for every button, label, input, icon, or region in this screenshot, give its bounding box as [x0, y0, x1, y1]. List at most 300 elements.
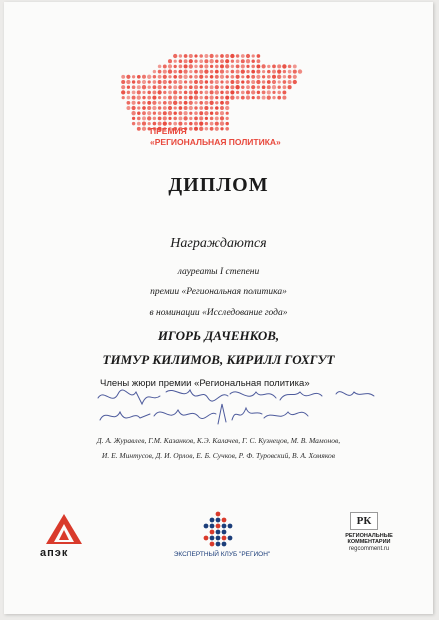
map-dot	[168, 85, 172, 89]
map-dot	[246, 70, 249, 73]
map-dot	[183, 116, 187, 120]
map-dot	[205, 122, 208, 125]
map-dot	[210, 96, 214, 100]
map-dot	[241, 69, 245, 73]
map-dot	[132, 96, 136, 100]
map-dot	[220, 96, 224, 100]
map-dot	[153, 70, 156, 73]
map-dot	[132, 117, 135, 120]
prize-logo-label	[150, 126, 290, 148]
map-dot	[189, 54, 193, 58]
map-dot	[178, 70, 182, 74]
awarded-heading: Награждаются	[170, 236, 267, 251]
map-dot	[257, 54, 261, 58]
map-dot	[225, 101, 229, 105]
map-dot	[226, 112, 229, 115]
map-dot	[126, 106, 130, 110]
map-dot	[194, 111, 198, 115]
map-dot	[293, 80, 297, 84]
map-dot	[241, 85, 244, 88]
map-dot	[256, 75, 260, 79]
map-dot	[230, 85, 234, 89]
map-dot	[194, 117, 198, 121]
map-dot	[241, 59, 245, 63]
map-dot	[199, 101, 203, 105]
map-dot	[220, 116, 224, 120]
map-dot	[210, 117, 214, 121]
map-dot	[179, 111, 183, 115]
map-dot	[152, 90, 156, 94]
map-dot	[189, 117, 192, 120]
map-dot	[131, 111, 135, 115]
map-dot	[158, 65, 162, 69]
map-dot	[142, 91, 145, 94]
map-dot	[163, 86, 166, 89]
map-dot	[272, 96, 275, 99]
map-dot	[194, 75, 198, 79]
map-dot	[225, 122, 228, 125]
map-dot	[189, 85, 193, 89]
map-dot	[189, 112, 192, 115]
rk-line1: РЕГИОНАЛЬНЫЕ	[345, 533, 393, 539]
map-dot	[142, 122, 146, 126]
map-dot	[127, 96, 131, 100]
club-logo-dot	[228, 524, 233, 529]
map-dot	[220, 106, 224, 110]
map-dot	[168, 117, 171, 120]
club-logo-dot	[210, 530, 215, 535]
map-dot	[194, 65, 197, 68]
map-dot	[236, 96, 239, 99]
map-dot	[194, 95, 198, 99]
map-dot	[158, 111, 162, 115]
map-dot	[251, 65, 255, 69]
club-logo-dot	[204, 524, 209, 529]
map-dot	[126, 80, 130, 84]
map-dot	[147, 85, 150, 88]
map-dot	[283, 85, 287, 89]
map-dot	[209, 101, 213, 105]
map-dot	[210, 106, 213, 109]
map-dot	[204, 64, 208, 68]
map-dot	[236, 91, 239, 94]
club-logo-dot	[216, 542, 221, 547]
map-dot	[189, 122, 193, 126]
map-dot	[246, 54, 250, 58]
map-dot	[122, 96, 125, 99]
map-dot	[152, 106, 156, 110]
map-dot	[282, 90, 286, 94]
club-logo-dot	[222, 536, 227, 541]
map-dot	[241, 91, 245, 95]
map-dot	[257, 86, 260, 89]
map-dot	[153, 85, 157, 89]
map-dot	[168, 64, 172, 68]
club-logo-dot	[216, 518, 221, 523]
map-dot	[173, 111, 176, 114]
map-dot	[215, 54, 218, 57]
map-dot	[277, 85, 280, 88]
map-dot	[210, 112, 213, 115]
map-dot	[220, 64, 224, 68]
map-dot	[204, 69, 208, 73]
map-dot	[215, 65, 219, 69]
map-dot	[220, 54, 224, 58]
map-dot	[153, 75, 156, 78]
map-dot	[236, 54, 239, 57]
map-dot	[158, 96, 161, 99]
map-dot	[194, 54, 197, 57]
map-dot	[194, 60, 197, 63]
map-dot	[215, 116, 219, 120]
map-dot	[225, 59, 229, 63]
map-dot	[246, 96, 250, 100]
map-dot	[121, 80, 125, 84]
map-dot	[142, 111, 146, 115]
map-dot	[262, 85, 266, 89]
map-dot	[215, 111, 219, 115]
map-dot	[137, 85, 141, 89]
map-dot	[200, 91, 203, 94]
map-dot	[288, 80, 292, 84]
map-dot	[246, 65, 249, 68]
map-dot	[226, 75, 229, 78]
map-dot	[184, 122, 187, 125]
map-dot	[153, 80, 157, 84]
map-dot	[272, 70, 276, 74]
club-logo-dot	[216, 530, 221, 535]
map-dot	[251, 70, 255, 74]
map-dot	[204, 111, 208, 115]
map-dot	[205, 75, 208, 78]
map-dot	[293, 64, 297, 68]
map-dot	[267, 80, 271, 84]
map-dot	[132, 91, 136, 95]
map-dot	[236, 75, 240, 79]
map-dot	[153, 112, 156, 115]
map-dot	[231, 60, 234, 63]
map-dot	[147, 91, 151, 95]
map-dot	[174, 65, 177, 68]
map-dot	[189, 101, 193, 105]
map-dot	[235, 85, 239, 89]
laureate-degree: лауреаты I степени	[177, 267, 260, 277]
map-dot	[168, 111, 172, 115]
map-dot	[179, 96, 182, 99]
map-dot	[261, 64, 265, 68]
map-dot	[204, 96, 208, 100]
map-dot	[231, 65, 234, 68]
map-dot	[142, 80, 146, 84]
jury-signatures	[90, 384, 380, 434]
map-dot	[262, 80, 265, 83]
map-dot	[163, 111, 167, 115]
map-dot	[147, 106, 151, 110]
map-dot	[236, 65, 240, 69]
nomination: в номинации «Исследование года»	[149, 308, 288, 318]
map-dot	[132, 85, 136, 89]
map-dot	[189, 64, 193, 68]
map-dot	[272, 85, 276, 89]
map-dot	[142, 85, 146, 89]
map-dot	[137, 111, 140, 114]
map-dot	[137, 90, 141, 94]
map-dot	[168, 80, 171, 83]
map-dot	[251, 90, 255, 94]
map-dot	[184, 70, 188, 74]
map-dot	[168, 106, 172, 110]
map-dot	[148, 80, 151, 83]
map-dot	[184, 80, 187, 83]
map-dot	[282, 96, 286, 100]
map-dot	[199, 96, 202, 99]
map-dot	[184, 101, 188, 105]
map-dot	[215, 85, 219, 89]
map-dot	[174, 60, 177, 63]
map-dot	[205, 91, 209, 95]
jury-members-line1: Д. А. Журавлев, Г.М. Казанков, К.Э. Калачев, Г. С. Кузнецов, М. В. Мамонов,	[96, 436, 341, 445]
map-dot	[126, 75, 130, 79]
map-dot	[204, 106, 208, 110]
map-dot	[278, 80, 281, 83]
map-dot	[178, 116, 182, 120]
map-dot	[199, 54, 203, 58]
map-dot	[231, 70, 235, 74]
map-dot	[215, 80, 219, 84]
map-dot	[288, 70, 292, 74]
map-dot	[241, 75, 244, 78]
club-logo-dot	[216, 524, 221, 529]
map-dot	[174, 106, 177, 109]
map-dot	[225, 106, 229, 110]
map-dot	[199, 106, 203, 110]
apek-triangle-logo-icon	[44, 512, 84, 546]
map-dot	[173, 122, 177, 126]
map-dot	[210, 70, 213, 73]
map-dot	[173, 54, 177, 58]
map-dot	[293, 75, 297, 79]
map-dot	[277, 91, 281, 95]
map-dot	[184, 91, 188, 95]
map-dot	[215, 122, 219, 126]
map-dot	[204, 101, 208, 105]
map-dot	[132, 80, 135, 83]
club-logo-dot	[216, 512, 221, 517]
prize-name: премии «Региональная политика»	[150, 287, 287, 297]
map-dot	[158, 80, 162, 84]
map-dot	[262, 75, 265, 78]
map-dot	[225, 96, 229, 100]
map-dot	[127, 101, 131, 105]
map-dot	[256, 80, 260, 84]
map-dot	[283, 70, 286, 73]
diploma-sheet	[4, 2, 433, 614]
club-logo-dot	[204, 536, 209, 541]
map-dot	[137, 101, 140, 104]
map-dot	[163, 116, 167, 120]
map-dot	[236, 70, 240, 74]
map-dot	[225, 85, 229, 89]
map-dot	[251, 80, 255, 84]
map-dot	[194, 80, 198, 84]
map-dot	[210, 54, 214, 58]
map-dot	[183, 75, 187, 79]
map-dot	[163, 96, 167, 100]
map-dot	[293, 70, 297, 74]
map-dot	[267, 85, 271, 89]
map-dot	[168, 91, 172, 95]
map-dot	[272, 65, 276, 69]
map-dot	[147, 75, 151, 79]
map-dot	[121, 90, 125, 94]
map-dot	[277, 75, 281, 79]
map-dot	[157, 90, 161, 94]
laureate-name-1: ИГОРЬ ДАЧЕНКОВ,	[157, 328, 280, 343]
map-dot	[163, 91, 166, 94]
map-dot	[147, 96, 151, 100]
map-dot	[267, 75, 271, 79]
map-dot	[163, 80, 167, 84]
map-dot	[148, 122, 151, 125]
map-dot	[267, 70, 271, 74]
map-dot	[179, 54, 182, 57]
map-dot	[137, 95, 141, 99]
map-dot	[194, 122, 198, 126]
map-dot	[158, 122, 162, 126]
map-dot	[267, 95, 271, 99]
map-dot	[189, 90, 193, 94]
map-dot	[225, 90, 229, 94]
map-dot	[282, 64, 286, 68]
map-dot	[272, 75, 276, 79]
map-dot	[226, 117, 229, 120]
map-dot	[220, 75, 224, 79]
map-dot	[147, 101, 151, 105]
map-dot	[189, 96, 193, 100]
map-dot	[215, 106, 219, 110]
map-dot	[251, 75, 255, 79]
map-dot	[179, 65, 183, 69]
map-dot	[220, 80, 223, 83]
map-dot	[231, 75, 235, 79]
map-dot	[210, 80, 214, 84]
map-dot	[194, 85, 198, 89]
map-dot	[163, 64, 167, 68]
map-dot	[210, 85, 214, 89]
map-dot	[220, 86, 223, 89]
map-dot	[215, 101, 218, 104]
club-logo-dot	[210, 536, 215, 541]
map-dot	[262, 91, 266, 95]
map-dot	[246, 59, 250, 63]
map-dot	[220, 101, 224, 105]
map-dot	[179, 106, 183, 110]
map-dot	[209, 59, 213, 63]
map-dot	[163, 70, 167, 74]
map-dot	[199, 111, 203, 115]
map-dot	[137, 127, 141, 131]
map-dot	[121, 75, 125, 79]
map-dot	[158, 75, 162, 79]
map-dot	[272, 91, 275, 94]
map-dot	[272, 80, 276, 84]
map-dot	[184, 111, 188, 115]
map-dot	[158, 101, 161, 104]
map-dot	[298, 69, 302, 73]
map-dot	[137, 75, 141, 79]
club-logo-dot	[210, 518, 215, 523]
map-dot	[215, 96, 218, 99]
map-dot	[194, 101, 197, 104]
map-dot	[204, 59, 208, 63]
map-dot	[173, 101, 177, 105]
club-region-text: ЭКСПЕРТНЫЙ КЛУБ "РЕГИОН"	[173, 551, 271, 558]
map-dot	[252, 54, 255, 57]
map-dot	[158, 85, 162, 89]
map-dot	[121, 85, 125, 89]
map-dot	[256, 64, 260, 68]
map-dot	[226, 70, 229, 73]
map-dot	[194, 106, 197, 109]
map-dot	[152, 101, 156, 105]
map-dot	[288, 85, 292, 89]
map-dot	[215, 59, 218, 62]
club-logo-dot	[222, 530, 227, 535]
map-dot	[230, 95, 234, 99]
map-dot	[200, 86, 203, 89]
map-dot	[173, 85, 177, 89]
club-logo-dot	[222, 518, 227, 523]
map-dot	[152, 96, 156, 100]
map-dot	[142, 96, 145, 99]
jury-members-line2: И. Е. Минтусов, Д. И. Орлов, Е. Б. Сучков, Р. Ф. Туровский, В. А. Хомяков	[101, 451, 336, 460]
map-dot	[179, 101, 182, 104]
jury-caption: Члены жюри премии «Региональная политика»	[100, 378, 310, 389]
map-dot	[168, 69, 172, 73]
map-dot	[230, 90, 234, 94]
map-dot	[257, 59, 261, 63]
map-dot	[178, 80, 182, 84]
map-dot	[215, 70, 219, 74]
map-dot	[210, 65, 213, 68]
map-dot	[220, 91, 223, 94]
map-dot	[236, 80, 240, 84]
map-dot	[168, 122, 171, 125]
map-dot	[137, 122, 141, 126]
map-dot	[173, 96, 177, 100]
map-dot	[199, 75, 203, 79]
map-dot	[189, 59, 193, 63]
map-dot	[184, 86, 187, 89]
club-logo-dot	[216, 536, 221, 541]
map-dot	[132, 75, 135, 78]
map-dot	[179, 59, 183, 63]
apek-logo-text: апэк	[40, 547, 69, 559]
map-dot	[288, 75, 292, 79]
map-dot	[173, 75, 177, 79]
rk-line2: КОММЕНТАРИИ	[347, 539, 391, 545]
map-dot	[163, 75, 167, 79]
club-logo-dot	[210, 542, 215, 547]
map-dot	[142, 101, 146, 105]
map-dot	[158, 117, 162, 121]
map-dot	[215, 90, 219, 94]
map-dot	[132, 101, 136, 105]
map-dot	[257, 91, 260, 94]
map-dot	[132, 122, 135, 125]
map-dot	[189, 75, 192, 78]
map-dot	[220, 70, 224, 74]
